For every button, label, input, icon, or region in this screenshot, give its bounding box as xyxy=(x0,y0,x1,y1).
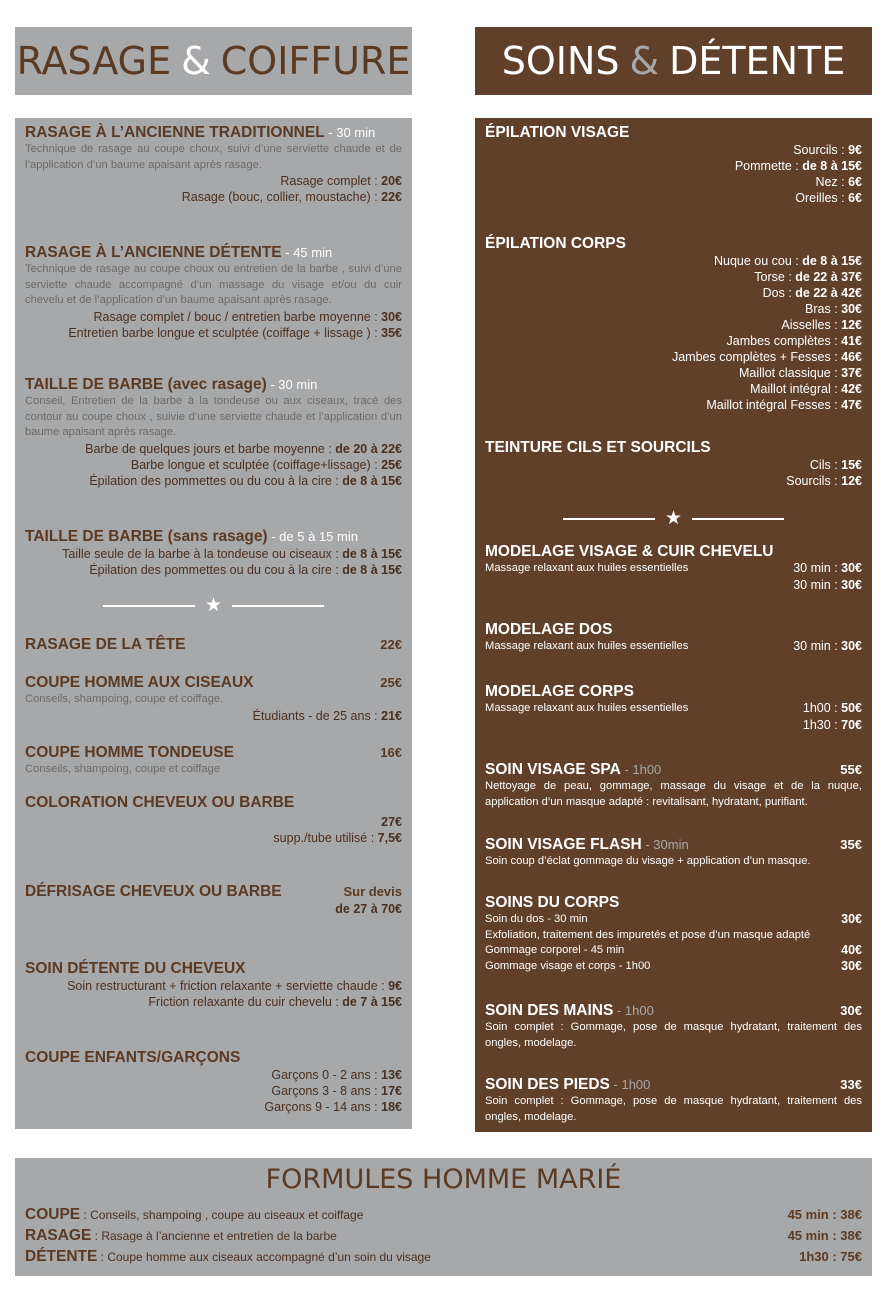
section-description: Conseils, shampoing, coupe et coiffage. xyxy=(25,693,224,705)
section-duration: - 1h00 xyxy=(613,1003,654,1018)
price-line: Sourcils : 12€ xyxy=(786,474,862,488)
price-line: supp./tube utilisé : 7,5€ xyxy=(273,831,402,845)
section-coupe-ciseaux xyxy=(25,674,402,724)
price-line: Torse : de 22 à 37€ xyxy=(754,270,862,284)
section-title: COUPE ENFANTS/GARÇONS xyxy=(25,1049,241,1066)
formule-description: : Rasage à l’ancienne et entretien de la barbe xyxy=(91,1229,337,1243)
price-line: Friction relaxante du cuir chevelu : de 7 à 15€ xyxy=(148,995,402,1009)
section-description: Technique de rasage au coupe choux ou entretien de la barbe , suivi d’une serviette chaude accompagné d’un massage du visage et/ou du cuir chevelu et de l’application d’un baume apaisant après rasage. xyxy=(25,263,402,306)
section-duration: - 1h00 xyxy=(609,1077,651,1092)
section-epilation-corps xyxy=(485,235,862,413)
section-taille-barbe-sans-rasage xyxy=(25,528,402,578)
panel-rasage-coiffure xyxy=(15,118,412,1129)
section-coloration xyxy=(25,794,402,846)
header-right-amp: & xyxy=(629,39,660,83)
section-price: 25€ xyxy=(380,675,402,690)
section-modelage-dos xyxy=(485,621,862,655)
section-title: RASAGE À L’ANCIENNE DÉTENTE xyxy=(25,244,282,261)
formule-name: RASAGE xyxy=(25,1227,92,1244)
price-line: Jambes complètes + Fesses : 46€ xyxy=(671,350,862,364)
price-line: Oreilles : 6€ xyxy=(795,191,862,205)
price-line: Bras : 30€ xyxy=(805,302,862,316)
price-line: Soin du dos - 30 min 30€ xyxy=(485,912,862,926)
section-price: 35€ xyxy=(840,837,862,852)
section-description: Conseil, Entretien de la barbe à la tondeuse ou aux ciseaux, tracé des contour au coupe choux , suivie d’une serviette chaude et l’application d’un baume apaisant après rasage. xyxy=(25,395,402,438)
header-left-part1: RASAGE xyxy=(16,39,172,83)
section-price: 22€ xyxy=(380,637,402,652)
section-price: 30€ xyxy=(840,1003,862,1018)
price-line: Taille seule de la barbe à la tondeuse ou ciseaux : de 8 à 15€ xyxy=(62,547,402,561)
header-rasage-coiffure xyxy=(15,27,412,95)
section-price: 55€ xyxy=(840,762,862,777)
price-line: Garçons 0 - 2 ans : 13€ xyxy=(271,1068,402,1082)
panel-formules-homme-marie xyxy=(15,1158,872,1276)
section-coupe-enfants xyxy=(25,1049,402,1115)
star-icon: ★ xyxy=(204,595,223,616)
section-price: 16€ xyxy=(380,745,402,760)
section-rasage-traditionnel xyxy=(25,124,402,205)
section-duration: - 30 min xyxy=(266,377,318,392)
formule-name: COUPE xyxy=(25,1206,81,1223)
section-rasage-detente xyxy=(25,244,402,341)
formule-row xyxy=(25,1227,862,1245)
section-title: TAILLE DE BARBE (avec rasage) xyxy=(25,376,267,393)
price-line: Sourcils : 9€ xyxy=(793,143,862,157)
section-duration: - 30 min xyxy=(324,125,376,140)
price-line: Gommage corporel - 45 min 40€ xyxy=(485,943,862,957)
section-title: SOIN DES PIEDS xyxy=(485,1076,610,1093)
section-rasage-tete xyxy=(25,636,402,654)
price-line: Barbe longue et sculptée (coiffage+lissage) : 25€ xyxy=(130,457,402,472)
formule-description: : Coupe homme aux ciseaux accompagné d’un soin du visage xyxy=(97,1250,431,1264)
header-soins-detente xyxy=(475,27,872,95)
section-modelage-visage xyxy=(485,543,862,593)
section-title: RASAGE DE LA TÊTE xyxy=(25,636,186,653)
formule-price: 1h30 : 75€ xyxy=(799,1249,862,1264)
formules-title: FORMULES HOMME MARIÉ xyxy=(265,1164,622,1195)
price-line: Barbe de quelques jours et barbe moyenne : de 20 à 22€ xyxy=(85,441,402,456)
price-line: Cils : 15€ xyxy=(809,458,862,472)
section-price-quote: Sur devis xyxy=(343,884,402,899)
section-duration: - 30min xyxy=(641,837,689,852)
price-line: Dos : de 22 à 42€ xyxy=(762,286,862,300)
section-modelage-corps xyxy=(485,683,862,733)
section-title: SOIN VISAGE SPA xyxy=(485,761,621,778)
section-description: Technique de rasage au coupe choux, suivi d’une serviette chaude et de l’application d’un baume apaisant après rasage. xyxy=(25,143,402,171)
price-line: Rasage (bouc, collier, moustache) : 22€ xyxy=(181,190,402,204)
section-title: COUPE HOMME AUX CISEAUX xyxy=(25,674,254,691)
section-title: SOIN DÉTENTE DU CHEVEUX xyxy=(25,960,246,977)
star-separator xyxy=(15,597,412,615)
section-title: TAILLE DE BARBE (sans rasage) xyxy=(25,528,268,545)
section-description: Nettoyage de peau, gommage, massage du visage et de la nuque, application d’un masque adapté : revitalisant, hydratant, purifiant. xyxy=(485,780,862,808)
price-line: Jambes complètes : 41€ xyxy=(726,334,862,348)
formule-row xyxy=(25,1206,862,1224)
section-coupe-tondeuse xyxy=(25,744,402,778)
price-line: Nez : 6€ xyxy=(815,175,862,189)
header-right-part2: DÉTENTE xyxy=(669,39,846,83)
section-title: MODELAGE DOS xyxy=(485,621,613,638)
header-right-part1: SOINS xyxy=(501,39,620,83)
price-line: Massage relaxant aux huiles essentielles 1h00 : 50€ xyxy=(485,701,862,715)
price-line: Garçons 3 - 8 ans : 17€ xyxy=(271,1084,402,1098)
section-duration: - 1h00 xyxy=(620,762,662,777)
formule-row xyxy=(25,1248,862,1266)
section-price: 27€ xyxy=(381,815,402,829)
price-line: Maillot intégral Fesses : 47€ xyxy=(706,398,862,412)
section-title: MODELAGE VISAGE & CUIR CHEVELU xyxy=(485,543,774,560)
price-line: Entretien barbe longue et sculptée (coiffage + lissage ) : 35€ xyxy=(68,325,402,340)
panel-soins-detente xyxy=(475,118,872,1132)
section-description: Soin complet : Gommage, pose de masque hydratant, traitement des ongles, modelage. xyxy=(485,1021,862,1049)
formule-name: DÉTENTE xyxy=(25,1248,98,1265)
description-line: Exfoliation, traitement des impuretés et pose d’un masque adapté xyxy=(485,928,811,941)
section-title: RASAGE À L’ANCIENNE TRADITIONNEL xyxy=(25,124,325,141)
price-line: Étudiants - de 25 ans : 21€ xyxy=(252,708,402,723)
section-title: SOINS DU CORPS xyxy=(485,894,620,911)
section-defrisage xyxy=(25,883,402,917)
section-description: Conseils, shampoing, coupe et coiffage xyxy=(25,763,221,775)
section-title: COLORATION CHEVEUX OU BARBE xyxy=(25,794,295,811)
section-title: ÉPILATION VISAGE xyxy=(485,124,630,141)
star-separator xyxy=(475,510,872,528)
section-title: SOIN VISAGE FLASH xyxy=(485,836,642,853)
section-duration: - 45 min xyxy=(281,245,333,260)
section-soin-pieds xyxy=(485,1076,862,1125)
section-title: SOIN DES MAINS xyxy=(485,1002,614,1019)
price-line: Garçons 9 - 14 ans : 18€ xyxy=(264,1100,402,1114)
formule-price: 45 min : 38€ xyxy=(787,1207,862,1222)
section-soin-detente-cheveux xyxy=(25,960,402,1010)
price-line: de 27 à 70€ xyxy=(335,902,402,916)
price-line: Massage relaxant aux huiles essentielles 30 min : 30€ xyxy=(485,639,862,653)
section-title: DÉFRISAGE CHEVEUX OU BARBE xyxy=(25,883,282,900)
price-line: Gommage visage et corps - 1h00 30€ xyxy=(485,958,862,973)
price-line: Maillot intégral : 42€ xyxy=(750,382,862,396)
section-epilation-visage xyxy=(485,124,862,206)
price-line: Rasage complet / bouc / entretien barbe moyenne : 30€ xyxy=(93,309,402,324)
price-line: Épilation des pommettes ou du cou à la cire : de 8 à 15€ xyxy=(89,473,402,488)
section-title: MODELAGE CORPS xyxy=(485,683,634,700)
section-soin-mains xyxy=(485,1002,862,1051)
formule-price: 45 min : 38€ xyxy=(787,1228,862,1243)
section-title: COUPE HOMME TONDEUSE xyxy=(25,744,234,761)
header-left-part2: COIFFURE xyxy=(220,39,411,83)
price-line: Maillot classique : 37€ xyxy=(739,366,862,380)
section-description: Soin complet : Gommage, pose de masque hydratant, traitement des ongles, modelage. xyxy=(485,1095,862,1123)
price-line: Pommette : de 8 à 15€ xyxy=(734,159,862,173)
formule-description: : Conseils, shampoing , coupe au ciseaux et coiffage xyxy=(80,1208,364,1222)
price-line: 30 min : 30€ xyxy=(793,577,862,592)
price-line: Aisselles : 12€ xyxy=(781,318,862,332)
price-line: Nuque ou cou : de 8 à 15€ xyxy=(713,254,862,268)
section-soin-visage-spa xyxy=(485,761,862,810)
price-line: Soin restructurant + friction relaxante + serviette chaude : 9€ xyxy=(67,979,402,993)
section-price: 33€ xyxy=(840,1077,862,1092)
header-left-amp: & xyxy=(181,39,211,83)
section-taille-barbe-avec-rasage xyxy=(25,376,402,489)
section-soins-corps xyxy=(485,894,862,974)
section-title: TEINTURE CILS ET SOURCILS xyxy=(485,439,711,456)
section-soin-visage-flash xyxy=(485,836,862,870)
price-line: Rasage complet : 20€ xyxy=(280,174,402,188)
star-icon: ★ xyxy=(664,508,683,529)
price-line: Épilation des pommettes ou du cou à la cire : de 8 à 15€ xyxy=(89,563,402,577)
section-duration: - de 5 à 15 min xyxy=(267,529,358,544)
price-line: 1h30 : 70€ xyxy=(802,717,862,732)
section-title: ÉPILATION CORPS xyxy=(485,235,626,252)
section-teinture xyxy=(485,439,862,489)
section-description: Soin coup d’éclat gommage du visage + application d’un masque. xyxy=(485,855,811,867)
price-line: Massage relaxant aux huiles essentielles 30 min : 30€ xyxy=(485,561,862,575)
